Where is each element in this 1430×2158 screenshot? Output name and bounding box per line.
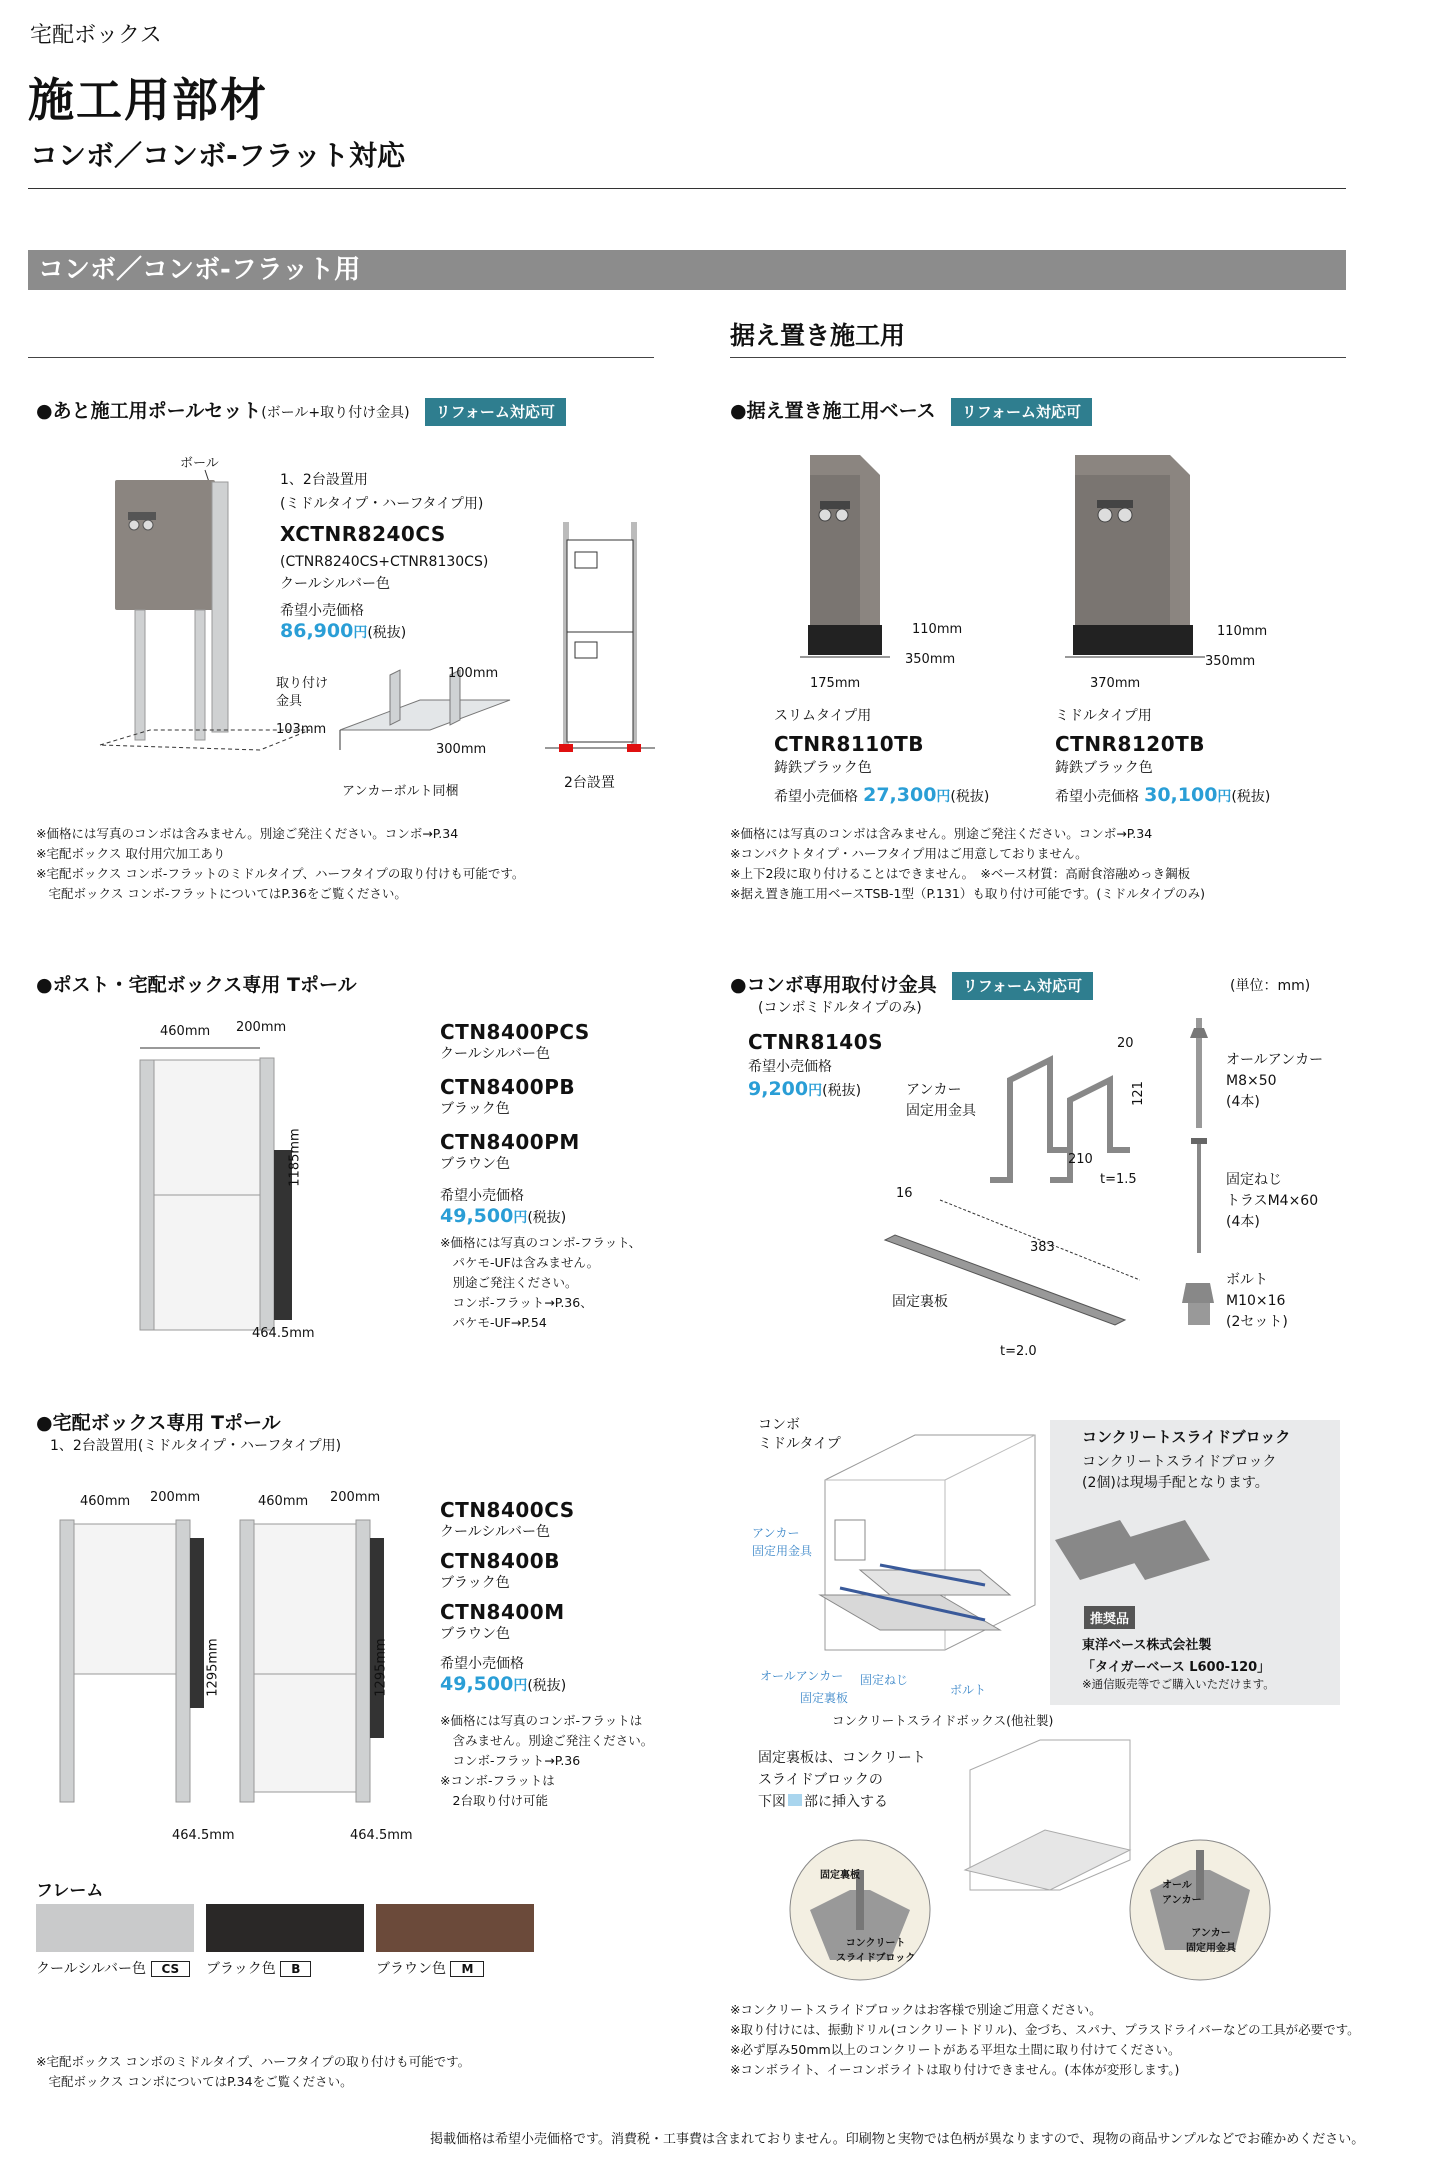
frame-code: M <box>450 1961 484 1977</box>
maker-label: 東洋ベース株式会社製 <box>1082 1638 1212 1653</box>
unit-label: (単位：mm) <box>1230 978 1311 994</box>
dim-20: 20 <box>1117 1036 1134 1051</box>
recommend-badge: 推奨品 <box>1084 1606 1135 1629</box>
fix-screw-callout: 固定ねじ <box>860 1673 909 1687</box>
pole-set-model: XCTNR8240CS <box>280 522 446 546</box>
slim-dim-h: 110mm <box>912 622 963 637</box>
dim-100: 100mm <box>448 666 499 681</box>
tpole2-dim-4645-b: 464.5mm <box>350 1828 413 1843</box>
circle1-bottom-label: コンクリート スライドブロック <box>836 1938 916 1964</box>
tpole2-color: ブラック色 <box>440 1575 510 1591</box>
tpole2-note: コンボ-フラット→P.36 <box>440 1753 581 1768</box>
insert-note-part-a: 下図 <box>758 1794 786 1810</box>
tpole2-dim-460-a: 460mm <box>80 1494 131 1509</box>
tpole2-dim-200-b: 200mm <box>330 1490 381 1505</box>
two-unit-illustration <box>545 520 655 770</box>
insert-note-part-b: 部に挿入する <box>804 1794 888 1810</box>
two-units-label: 2台設置 <box>564 775 615 791</box>
pole-label: ボール <box>180 456 219 471</box>
slim-type: スリムタイプ用 <box>774 708 872 724</box>
insert-note-line2: スライドブロックの <box>758 1772 883 1788</box>
product-label: 「タイガーベース L600-120」 <box>1082 1660 1271 1675</box>
tpole2-note: 2台取り付け可能 <box>440 1793 548 1808</box>
tpole1-color: ブラック色 <box>440 1101 510 1117</box>
left-heading-rule <box>28 357 654 358</box>
bracket-model: CTNR8140S <box>748 1030 884 1054</box>
anchor-note: アンカーボルト同梱 <box>342 784 459 799</box>
header-divider <box>28 188 1346 189</box>
tpole1-note: 別途ご発注ください。 <box>440 1275 578 1290</box>
page-subtitle: コンボ／コンボ-フラット対応 <box>30 139 406 172</box>
tpole2-note: ※価格には写真のコンボ-フラットは <box>440 1713 643 1728</box>
pole-set-tax: (税抜) <box>367 625 407 641</box>
fix-plate-illustration <box>880 1190 1140 1340</box>
anchor-fix-callout: アンカー 固定用金具 <box>752 1526 813 1558</box>
circle2-bottom-label: アンカー 固定用金具 <box>1186 1928 1236 1954</box>
tpole1-illustration <box>120 1040 310 1340</box>
frame-label-cs <box>36 1958 190 1978</box>
dim-210: 210 <box>1068 1152 1093 1167</box>
pole-set-title-small: (ボール+取り付け金具) <box>261 405 410 421</box>
frame-label-m <box>376 1958 484 1978</box>
middle-color: 鋳鉄ブラック色 <box>1055 760 1153 776</box>
slide-box-label: コンクリートスライドボックス(他社製) <box>832 1713 1054 1728</box>
tpole1-model: CTN8400PM <box>440 1130 580 1154</box>
tpole1-notes <box>440 1233 641 1333</box>
base-notes <box>730 824 1205 904</box>
pole-set-title: ●あと施工用ポールセット <box>36 400 262 422</box>
slim-price-label: 希望小売価格 <box>774 789 858 805</box>
tpole2-dim-460-b: 460mm <box>258 1494 309 1509</box>
pole-set-reform-badge: リフォーム対応可 <box>425 398 566 426</box>
tpole1-note: パケモ-UF→P.54 <box>440 1315 547 1330</box>
tpole2-price: 49,500 <box>440 1673 514 1695</box>
bracket-price-row <box>748 1078 861 1100</box>
base-note: ※価格には写真のコンボは含みません。別途ご発注ください。コンボ→P.34 <box>730 826 1153 841</box>
pole-set-title-row <box>36 396 566 423</box>
tpole1-price-unit: 円 <box>513 1210 528 1226</box>
pole-set-components: (CTNR8240CS+CTNR8130CS) <box>280 554 489 570</box>
install-notes <box>730 2000 1360 2080</box>
frame-notes <box>36 2052 470 2092</box>
dim-383: 383 <box>1030 1240 1055 1255</box>
category-label: 宅配ボックス <box>30 23 162 48</box>
pole-set-price-label: 希望小売価格 <box>280 603 364 619</box>
circle2-top-label: オール アンカー <box>1162 1880 1202 1906</box>
tpole1-note: ※価格には写真のコンボ-フラット、 <box>440 1235 642 1250</box>
slim-price-unit: 円 <box>936 789 951 805</box>
bracket-label: 取り付け 金具 <box>276 676 329 709</box>
tpole2-note: ※コンボ-フラットは <box>440 1773 555 1788</box>
pole-set-use: 1、2台設置用 <box>280 472 368 488</box>
tpole2-illustration-b <box>230 1510 390 1810</box>
tpole1-dim-1185: 1185mm <box>287 1128 303 1187</box>
dim-16: 16 <box>896 1186 913 1201</box>
frame-swatch-b <box>206 1904 364 1952</box>
bracket-title-row <box>730 970 1093 997</box>
tpole1-note: コンボ-フラット→P.36、 <box>440 1295 593 1310</box>
slim-tax: (税抜) <box>950 789 990 805</box>
tpole1-model: CTN8400PB <box>440 1075 576 1099</box>
pole-set-note: ※宅配ボックス コンボ-フラットのミドルタイプ、ハーフタイプの取り付けも可能です。 <box>36 866 525 881</box>
bracket-price-unit: 円 <box>808 1083 823 1099</box>
tpole2-color: クールシルバー色 <box>440 1524 551 1540</box>
frame-code: B <box>280 1961 311 1977</box>
pole-set-note: ※宅配ボックス 取付用穴加工あり <box>36 846 226 861</box>
install-note: ※取り付けには、振動ドリル(コンクリートドリル)、金づち、スパナ、プラスドライバーなどの工具が必要です。 <box>730 2022 1360 2037</box>
tpole1-models <box>440 1020 641 1333</box>
tpole1-price: 49,500 <box>440 1205 514 1227</box>
tpole2-price-row <box>440 1673 653 1695</box>
install-note: ※コンボライト、イーコンボライトは取り付けできません。(本体が変形します。) <box>730 2062 1180 2077</box>
tpole2-tax: (税抜) <box>527 1678 567 1694</box>
base-note: ※コンパクトタイプ・ハーフタイプ用はご用意しておりません。 <box>730 846 1088 861</box>
bracket-reform-badge: リフォーム対応可 <box>952 972 1093 1000</box>
tpole1-model: CTN8400PCS <box>440 1020 590 1044</box>
tpole2-model: CTN8400B <box>440 1549 560 1573</box>
pole-set-note: ※価格には写真のコンボは含みません。別途ご発注ください。コンボ→P.34 <box>36 826 459 841</box>
tpole2-model: CTN8400M <box>440 1600 565 1624</box>
frame-swatch-m <box>376 1904 534 1952</box>
page-title: 施工用部材 <box>28 73 268 127</box>
section-bar: コンボ／コンボ-フラット用 <box>28 250 1346 290</box>
insert-note-line3 <box>758 1792 888 1813</box>
tpole2-notes <box>440 1711 653 1811</box>
all-anchor-spec: オールアンカー M8×50 (4本) <box>1226 1052 1324 1110</box>
pole-set-price-row <box>280 620 406 642</box>
base-note: ※据え置き施工用ベースTSB-1型（P.131）も取り付け可能です。(ミドルタイプのみ) <box>730 886 1206 901</box>
middle-type: ミドルタイプ用 <box>1055 708 1152 724</box>
tpole1-color: クールシルバー色 <box>440 1046 551 1062</box>
slim-base-illustration <box>780 445 930 665</box>
slim-model: CTNR8110TB <box>774 732 925 756</box>
base-title-row <box>730 396 1092 423</box>
footer-note: 掲載価格は希望小売価格です。消費税・工事費は含まれておりません。印刷物と実物では色柄が異なりますので、現物の商品サンプルなどでお確かめください。 <box>430 2132 1365 2147</box>
middle-model: CTNR8120TB <box>1055 732 1206 756</box>
middle-base-illustration <box>1055 445 1235 665</box>
slim-dim-w: 175mm <box>810 676 861 691</box>
frame-swatch-cs <box>36 1904 194 1952</box>
middle-dim-d: 350mm <box>1205 654 1256 669</box>
bolt-callout: ボルト <box>950 1683 987 1697</box>
pole-set-price: 86,900 <box>280 620 354 642</box>
middle-price-row <box>1055 784 1270 806</box>
middle-price-unit: 円 <box>1217 789 1232 805</box>
tpole2-note: 含みません。別途ご発注ください。 <box>440 1733 654 1748</box>
frame-label: ブラウン色 <box>376 1961 446 1977</box>
tpole1-price-row <box>440 1205 641 1227</box>
base-note: ※上下2段に取り付けることはできません。 ※ベース材質：高耐食溶融めっき鋼板 <box>730 866 1191 881</box>
base-title: ●据え置き施工用ベース <box>730 400 936 422</box>
pole-set-notes <box>36 824 524 904</box>
dim-121: 121 <box>1130 1081 1146 1106</box>
tpole2-models <box>440 1498 653 1811</box>
tpole2-dim-1295-a: 1295mm <box>205 1638 221 1697</box>
tpole1-dim-460: 460mm <box>160 1024 211 1039</box>
fix-plate-label: 固定裏板 <box>892 1294 948 1310</box>
bracket-title: ●コンボ専用取付け金具 <box>730 974 937 996</box>
tpole2-price-label: 希望小売価格 <box>440 1656 524 1672</box>
tpole2-dim-200-a: 200mm <box>150 1490 201 1505</box>
tpole1-color: ブラウン色 <box>440 1156 510 1172</box>
frame-note: 宅配ボックス コンボについてはP.34をご覧ください。 <box>36 2074 353 2089</box>
tpole1-price-label: 希望小売価格 <box>440 1188 524 1204</box>
right-heading: 据え置き施工用 <box>730 321 906 350</box>
install-note: ※必ず厚み50mm以上のコンクリートがある平坦な土間に取り付けてください。 <box>730 2042 1181 2057</box>
screw-spec: 固定ねじ トラスM4×60 (4本) <box>1226 1172 1319 1230</box>
tpole1-note: パケモ-UFは含みません。 <box>440 1255 600 1270</box>
tpole1-dim-4645: 464.5mm <box>252 1326 315 1341</box>
slim-color: 鋳鉄ブラック色 <box>774 760 872 776</box>
frame-code: CS <box>151 1961 191 1977</box>
dim-103: 103mm <box>276 722 327 737</box>
bracket-tax: (税抜) <box>822 1083 862 1099</box>
tpole2-dim-1295-b: 1295mm <box>373 1638 389 1697</box>
tpole2-color: ブラウン色 <box>440 1626 510 1642</box>
slim-price-row <box>774 784 989 806</box>
base-reform-badge: リフォーム対応可 <box>951 398 1092 426</box>
block-title: コンクリートスライドブロック <box>1082 1428 1291 1446</box>
pole-set-use-sub: (ミドルタイプ・ハーフタイプ用) <box>280 496 484 512</box>
frame-title: フレーム <box>36 1881 104 1901</box>
mail-order-note: ※通信販売等でご購入いただけます。 <box>1082 1677 1275 1691</box>
tpole2-illustration-a <box>50 1510 210 1810</box>
all-anchor-callout: オールアンカー <box>760 1669 844 1683</box>
tpole1-dim-200: 200mm <box>236 1020 287 1035</box>
bolt-spec: ボルト M10×16 (2セット) <box>1226 1272 1288 1330</box>
right-heading-rule <box>730 357 1346 358</box>
install-note: ※コンクリートスライドブロックはお客様で別途ご用意ください。 <box>730 2002 1102 2017</box>
dim-t20: t=2.0 <box>1000 1344 1037 1359</box>
middle-dim-w: 370mm <box>1090 676 1141 691</box>
frame-note: ※宅配ボックス コンボのミドルタイプ、ハーフタイプの取り付けも可能です。 <box>36 2054 471 2069</box>
middle-price: 30,100 <box>1144 784 1218 806</box>
bracket-price: 9,200 <box>748 1078 809 1100</box>
hardware-illustration <box>1180 1018 1220 1338</box>
insert-note-line1: 固定裏板は、コンクリート <box>758 1750 926 1766</box>
middle-price-label: 希望小売価格 <box>1055 789 1139 805</box>
dim-300: 300mm <box>436 742 487 757</box>
tpole2-sub: 1、2台設置用(ミドルタイプ・ハーフタイプ用) <box>50 1438 342 1454</box>
circle1-top-label: 固定裏板 <box>820 1870 860 1881</box>
tpole2-price-unit: 円 <box>513 1678 528 1694</box>
block-desc: コンクリートスライドブロック (2個)は現場手配となります。 <box>1082 1454 1277 1491</box>
tpole2-dim-4645-a: 464.5mm <box>172 1828 235 1843</box>
anchor-fix-label: アンカー 固定用金具 <box>906 1082 976 1119</box>
middle-tax: (税抜) <box>1231 789 1271 805</box>
bracket-sub: (コンボミドルタイプのみ) <box>758 1000 922 1016</box>
combo-label: コンボ ミドルタイプ <box>758 1417 841 1452</box>
slim-dim-d: 350mm <box>905 652 956 667</box>
bracket-price-label: 希望小売価格 <box>748 1059 832 1075</box>
pole-set-price-unit: 円 <box>353 625 368 641</box>
pole-set-note: 宅配ボックス コンボ-フラットについてはP.36をご覧ください。 <box>36 886 407 901</box>
middle-dim-h: 110mm <box>1217 624 1268 639</box>
dim-t15: t=1.5 <box>1100 1172 1137 1187</box>
tpole1-title: ●ポスト・宅配ボックス専用 Tポール <box>36 974 357 996</box>
highlight-swatch <box>788 1794 802 1806</box>
tpole1-tax: (税抜) <box>527 1210 567 1226</box>
fix-plate-callout: 固定裏板 <box>800 1691 849 1705</box>
tpole2-model: CTN8400CS <box>440 1498 575 1522</box>
slim-price: 27,300 <box>863 784 937 806</box>
frame-label: クールシルバー色 <box>36 1961 147 1977</box>
frame-label: ブラック色 <box>206 1961 276 1977</box>
tpole2-title: ●宅配ボックス専用 Tポール <box>36 1412 281 1434</box>
frame-label-b <box>206 1958 311 1978</box>
pole-set-color: クールシルバー色 <box>280 576 391 592</box>
